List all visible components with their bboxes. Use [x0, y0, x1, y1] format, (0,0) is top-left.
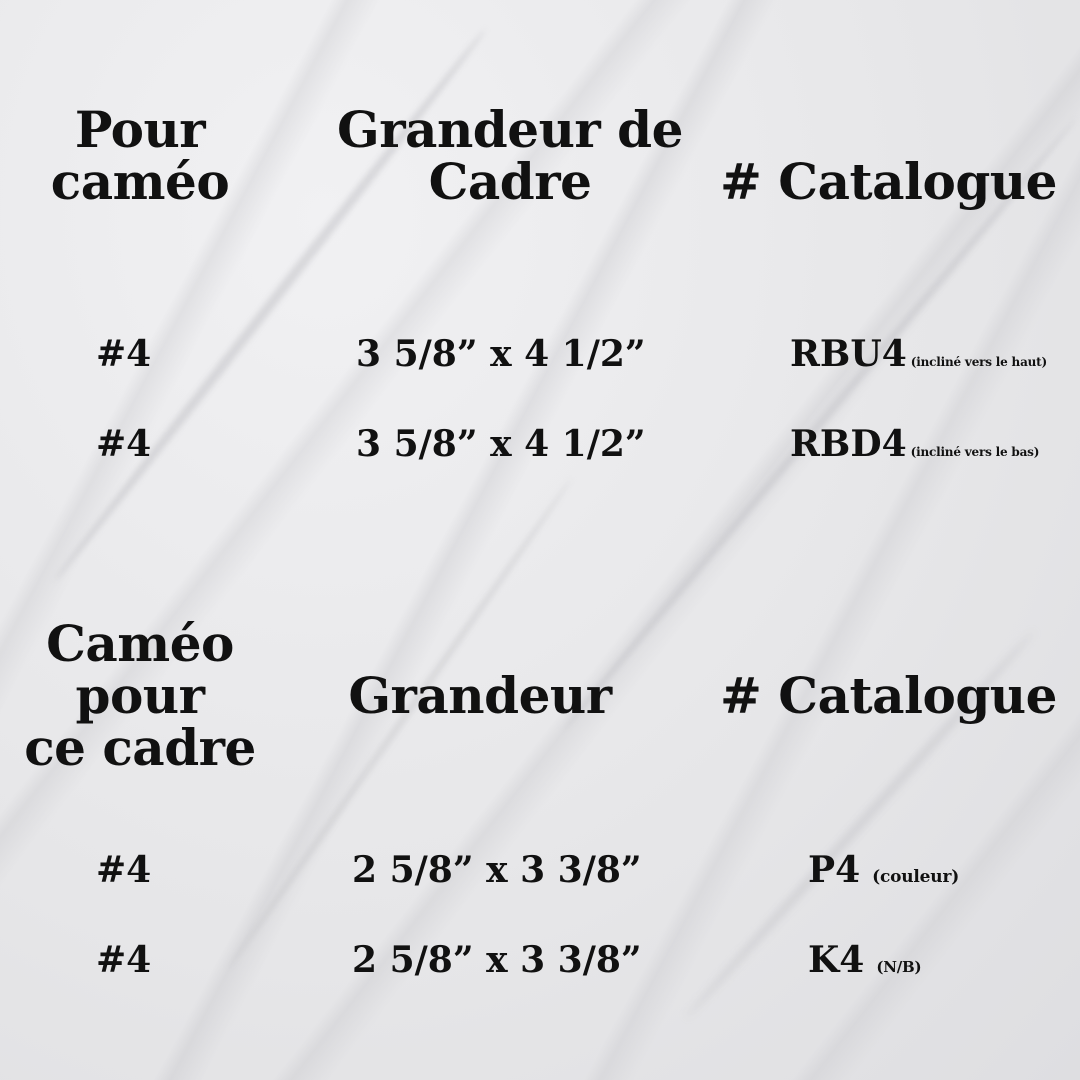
catalog-code: K4 [808, 939, 865, 981]
header-line: Caméo [46, 614, 234, 673]
header-size: Grandeur [348, 666, 612, 725]
header-line: pour [75, 666, 205, 725]
catalog-note: (N/B) [876, 958, 922, 976]
header-line: caméo [50, 152, 230, 211]
header-line: Pour [74, 100, 206, 159]
header-catalog: # Catalogue [720, 666, 1057, 725]
header-frame-size [330, 100, 690, 211]
header-catalog: # Catalogue [720, 152, 1057, 211]
row-catalog [808, 850, 959, 897]
row-number: #4 [96, 333, 152, 375]
catalog-note: (incliné vers le haut) [910, 355, 1047, 369]
catalog-code: P4 [808, 849, 861, 891]
header-line: Grandeur de [337, 100, 683, 159]
row-number: #4 [96, 939, 152, 981]
row-catalog [808, 940, 921, 987]
row-catalog [790, 334, 1047, 382]
catalog-note: (incliné vers le bas) [910, 445, 1040, 459]
catalog-code: RBU4 [790, 333, 907, 375]
catalog-note: (couleur) [872, 867, 960, 887]
row-size: 2 5/8” x 3 3/8” [352, 939, 642, 981]
row-size: 2 5/8” x 3 3/8” [352, 849, 642, 891]
row-size: 3 5/8” x 4 1/2” [356, 423, 646, 465]
header-line: ce cadre [24, 718, 256, 777]
row-number: #4 [96, 849, 152, 891]
header-for-cameo [40, 100, 240, 211]
header-line: Cadre [428, 152, 592, 211]
catalog-code: RBD4 [790, 423, 907, 465]
row-catalog [790, 424, 1039, 472]
row-size: 3 5/8” x 4 1/2” [356, 333, 646, 375]
header-cameo-for-frame [20, 614, 260, 777]
row-number: #4 [96, 423, 152, 465]
